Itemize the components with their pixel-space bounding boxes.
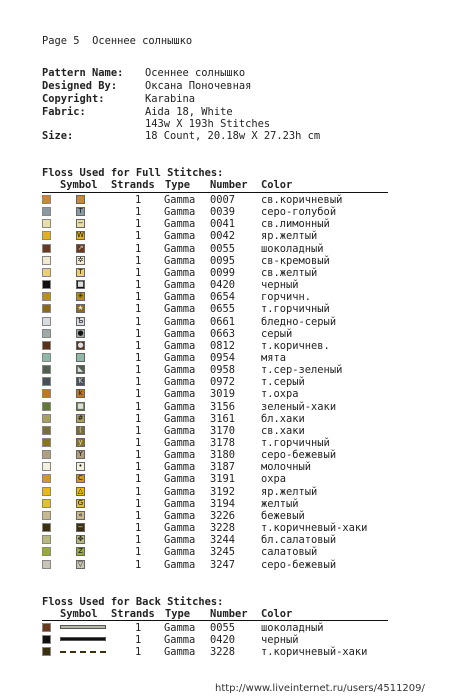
cell-type: Gamma [164,461,196,474]
info-label: Pattern Name: [42,67,124,79]
page-number: Page 5 [42,35,80,47]
cell-strands: 1 [135,388,142,401]
table-row [42,279,392,291]
color-swatch [42,426,51,435]
cell-color: черный [261,279,299,292]
color-swatch [42,195,51,204]
cell-type: Gamma [164,388,196,401]
cell-color: горчичн. [261,291,312,304]
cell-strands: 1 [135,279,142,292]
table-row [42,425,392,437]
cell-color: т.коричневый-хаки [261,522,368,535]
info-row [42,130,320,142]
cell-type: Gamma [164,473,196,486]
info-row [42,106,233,118]
cell-strands: 1 [135,242,142,255]
backstitch-line [60,637,106,641]
color-swatch [42,353,51,362]
symbol-cell: ● [77,328,84,337]
color-swatch [42,256,51,265]
symbol-cell: ( [76,426,85,435]
cell-color: охра [261,473,287,486]
cell-type: Gamma [164,194,196,206]
cell-type: Gamma [164,242,196,255]
column-header-type: Type [165,608,191,620]
cell-color: шоколадный [261,242,324,255]
table-row [42,388,392,400]
cell-type: Gamma [164,291,196,304]
table-row [42,510,392,522]
cell-color: шоколадный [261,622,324,634]
cell-number: 0420 [210,279,236,292]
cell-strands: 1 [135,303,142,316]
color-swatch [42,219,51,228]
column-header-symbol: Symbol [60,179,98,191]
info-value: Aida 18, White [145,106,233,118]
cell-number: 0039 [210,206,236,219]
info-label: Size: [42,130,74,142]
symbol-cell: ✳ [77,292,84,301]
cell-color: бежевый [261,509,305,522]
cell-number: 3247 [210,558,236,571]
symbol-cell: T [76,207,85,216]
cell-strands: 1 [135,400,142,413]
symbol-cell: C [76,474,85,483]
color-swatch [42,635,51,644]
table-row [42,255,392,267]
cell-type: Gamma [164,424,196,437]
color-swatch [42,389,51,398]
table-row [42,291,392,303]
cell-strands: 1 [135,449,142,462]
cell-number: 0958 [210,364,236,377]
cell-number: 0972 [210,376,236,389]
cell-strands: 1 [135,339,142,352]
color-swatch [42,280,51,289]
cell-type: Gamma [164,206,196,219]
color-swatch [42,623,51,632]
cell-color: т.охра [261,388,299,401]
cell-strands: 1 [135,364,142,377]
info-value: 143w X 193h Stitches [145,118,271,130]
cell-color: салатовый [261,546,318,559]
color-swatch [42,329,51,338]
symbol-cell: y [76,438,85,447]
cell-strands: 1 [135,194,142,206]
cell-number: 0095 [210,254,236,267]
cell-type: Gamma [164,254,196,267]
cell-type: Gamma [164,634,196,646]
color-swatch [42,547,51,556]
cell-strands: 1 [135,473,142,486]
color-swatch [42,377,51,386]
cell-number: 3156 [210,400,236,413]
symbol-cell: Ъ [77,316,84,325]
cell-strands: 1 [135,424,142,437]
cell-strands: 1 [135,254,142,267]
color-swatch [42,365,51,374]
info-value: Оксана Поночевная [145,80,252,92]
cell-type: Gamma [164,622,196,634]
color-swatch [42,317,51,326]
cell-type: Gamma [164,412,196,425]
info-row [42,80,251,92]
cell-color: серо-бежевый [261,449,337,462]
cell-strands: 1 [135,461,142,474]
cell-color: св-кремовый [261,254,330,267]
cell-strands: 1 [135,522,142,535]
table-row [42,230,392,242]
cell-strands: 1 [135,646,142,658]
page-header [42,35,192,47]
symbol-cell: ◣ [77,365,84,374]
symbol-cell: ✥ [77,535,84,544]
info-row [42,93,195,105]
table-row [42,486,392,498]
cell-color: св.коричневый [261,194,343,206]
cell-color: т.коричневый-хаки [261,646,368,658]
cell-color: серо-бежевый [261,558,337,571]
cell-color: т.горчичный [261,303,330,316]
cell-type: Gamma [164,364,196,377]
column-header-symbol: Symbol [60,608,98,620]
cell-color: т.коричнев. [261,339,330,352]
cell-number: 3245 [210,546,236,559]
column-header-type: Type [165,179,191,191]
symbol-cell: ✲ [77,255,84,264]
cell-strands: 1 [135,266,142,279]
symbol-cell: Z [76,547,85,556]
cell-color: бл.хаки [261,412,305,425]
symbol-cell: k [76,389,85,398]
cell-strands: 1 [135,315,142,328]
cell-strands: 1 [135,546,142,559]
cell-number: 3244 [210,534,236,547]
color-swatch [42,268,51,277]
cell-type: Gamma [164,497,196,510]
info-row [42,118,270,130]
column-header-strands: Strands [111,179,155,191]
cell-color: св.желтый [261,266,318,279]
cell-number: 3226 [210,509,236,522]
color-swatch [42,499,51,508]
cell-color: св.хаки [261,424,305,437]
info-label: Designed By: [42,80,118,92]
info-label: Fabric: [42,106,86,118]
cell-strands: 1 [135,634,142,646]
cell-strands: 1 [135,497,142,510]
color-swatch [42,487,51,496]
cell-strands: 1 [135,437,142,449]
table-row [42,646,392,658]
full-header-rule [42,192,388,193]
cell-type: Gamma [164,327,196,340]
column-header-color: Color [261,179,293,191]
table-row [42,498,392,510]
symbol-cell: ↗ [77,243,84,252]
cell-strands: 1 [135,230,142,243]
color-swatch [42,414,51,423]
cell-strands: 1 [135,376,142,389]
symbol-cell: ● [77,340,84,349]
symbol-cell: ▽ [77,559,84,568]
color-swatch [42,244,51,253]
cell-type: Gamma [164,351,196,364]
cell-color: серый [261,327,293,340]
info-value: Karabina [145,93,196,105]
cell-type: Gamma [164,266,196,279]
cell-type: Gamma [164,218,196,231]
color-swatch [42,450,51,459]
full-stitches-title: Floss Used for Full Stitches: [42,167,224,179]
symbol-cell: # [77,413,84,422]
cell-number: 3191 [210,473,236,486]
cell-color: серо-голубой [261,206,337,219]
cell-type: Gamma [164,558,196,571]
cell-number: 3192 [210,485,236,498]
cell-type: Gamma [164,534,196,547]
table-row [42,352,392,364]
symbol-cell: • [76,462,85,471]
table-row [42,634,392,646]
cell-type: Gamma [164,376,196,389]
cell-number: 0099 [210,266,236,279]
cell-color: т.серый [261,376,305,389]
info-value: 18 Count, 20.18w X 27.23h cm [145,130,321,142]
table-row [42,559,392,571]
symbol-cell: ★ [77,304,84,313]
cell-color: черный [261,634,299,646]
cell-strands: 1 [135,218,142,231]
table-row [42,364,392,376]
table-row [42,534,392,546]
cell-strands: 1 [135,327,142,340]
table-row [42,413,392,425]
symbol-cell: G [77,498,84,507]
cell-color: зеленый-хаки [261,400,337,413]
cell-color: т.горчичный [261,437,330,449]
table-row [42,328,392,340]
table-row [42,340,392,352]
color-swatch [42,511,51,520]
table-row [42,546,392,558]
symbol-cell: − [77,219,84,228]
cell-color: яр.желтый [261,230,318,243]
cell-strands: 1 [135,534,142,547]
cell-type: Gamma [164,646,196,658]
color-swatch [42,438,51,447]
table-row [42,316,392,328]
cell-type: Gamma [164,303,196,316]
cell-number: 3019 [210,388,236,401]
cell-color: бл.салатовый [261,534,337,547]
backstitch-line [60,625,106,629]
back-header-rule [42,620,388,621]
cell-type: Gamma [164,400,196,413]
table-row [42,473,392,485]
table-row [42,206,392,218]
symbol-cell [76,353,85,362]
color-swatch [42,647,51,656]
symbol-cell: K [76,377,85,386]
color-swatch [42,474,51,483]
cell-type: Gamma [164,279,196,292]
cell-type: Gamma [164,485,196,498]
cell-number: 3161 [210,412,236,425]
column-header-number: Number [210,179,248,191]
cell-type: Gamma [164,315,196,328]
table-row [42,622,392,634]
cell-number: 3228 [210,646,236,658]
cell-color: бледно-серый [261,315,337,328]
footer-url[interactable]: http://www.liveinternet.ru/users/4511209/ [215,683,425,694]
cell-number: 0663 [210,327,236,340]
color-swatch [42,207,51,216]
cell-color: молочный [261,461,312,474]
symbol-cell: T [76,268,85,277]
color-swatch [42,231,51,240]
table-row [42,461,392,473]
cell-type: Gamma [164,230,196,243]
color-swatch [42,560,51,569]
cell-strands: 1 [135,622,142,634]
back-stitches-title: Floss Used for Back Stitches: [42,596,224,608]
color-swatch [42,304,51,313]
table-row [42,449,392,461]
cell-number: 3228 [210,522,236,535]
cell-type: Gamma [164,522,196,535]
cell-number: 0654 [210,291,236,304]
cell-number: 3178 [210,437,236,449]
cell-strands: 1 [135,291,142,304]
color-swatch [42,523,51,532]
cell-number: 3180 [210,449,236,462]
cell-color: т.сер-зеленый [261,364,343,377]
table-row [42,522,392,534]
cell-color: желтый [261,497,299,510]
symbol-cell [76,195,85,204]
color-swatch [42,341,51,350]
table-row [42,303,392,315]
cell-number: 0055 [210,622,236,634]
cell-strands: 1 [135,206,142,219]
backstitch-line [60,651,106,653]
cell-number: 3170 [210,424,236,437]
symbol-cell: Y [76,450,85,459]
cell-strands: 1 [135,351,142,364]
cell-type: Gamma [164,546,196,559]
info-value: Осеннее солнышко [145,67,246,79]
cell-number: 0420 [210,634,236,646]
symbol-cell: W [77,231,84,240]
page-title: Осеннее солнышко [92,35,193,47]
cell-number: 0007 [210,194,236,206]
color-swatch [42,462,51,471]
cell-number: 0954 [210,351,236,364]
table-row [42,194,392,206]
table-row [42,243,392,255]
column-header-number: Number [210,608,248,620]
cell-color: св.лимонный [261,218,330,231]
column-header-strands: Strands [111,608,155,620]
column-header-color: Color [261,608,293,620]
table-row [42,218,392,230]
table-row [42,267,392,279]
info-label: Copyright: [42,93,105,105]
cell-strands: 1 [135,485,142,498]
cell-color: мята [261,351,287,364]
color-swatch [42,292,51,301]
table-row [42,376,392,388]
symbol-cell: ■ [77,401,84,410]
symbol-cell: ■ [77,280,84,289]
color-swatch [42,402,51,411]
symbol-cell: △ [77,486,84,495]
cell-number: 0042 [210,230,236,243]
cell-number: 0055 [210,242,236,255]
symbol-cell: − [77,523,84,532]
cell-strands: 1 [135,558,142,571]
table-row [42,437,392,449]
symbol-cell: « [76,511,85,520]
cell-number: 0041 [210,218,236,231]
cell-strands: 1 [135,412,142,425]
cell-number: 3194 [210,497,236,510]
color-swatch [42,535,51,544]
info-row [42,67,245,79]
cell-color: яр.желтый [261,485,318,498]
cell-number: 3187 [210,461,236,474]
cell-type: Gamma [164,509,196,522]
cell-number: 0812 [210,339,236,352]
table-row [42,401,392,413]
cell-type: Gamma [164,437,196,449]
cell-strands: 1 [135,509,142,522]
cell-number: 0661 [210,315,236,328]
cell-type: Gamma [164,449,196,462]
cell-type: Gamma [164,339,196,352]
cell-number: 0655 [210,303,236,316]
